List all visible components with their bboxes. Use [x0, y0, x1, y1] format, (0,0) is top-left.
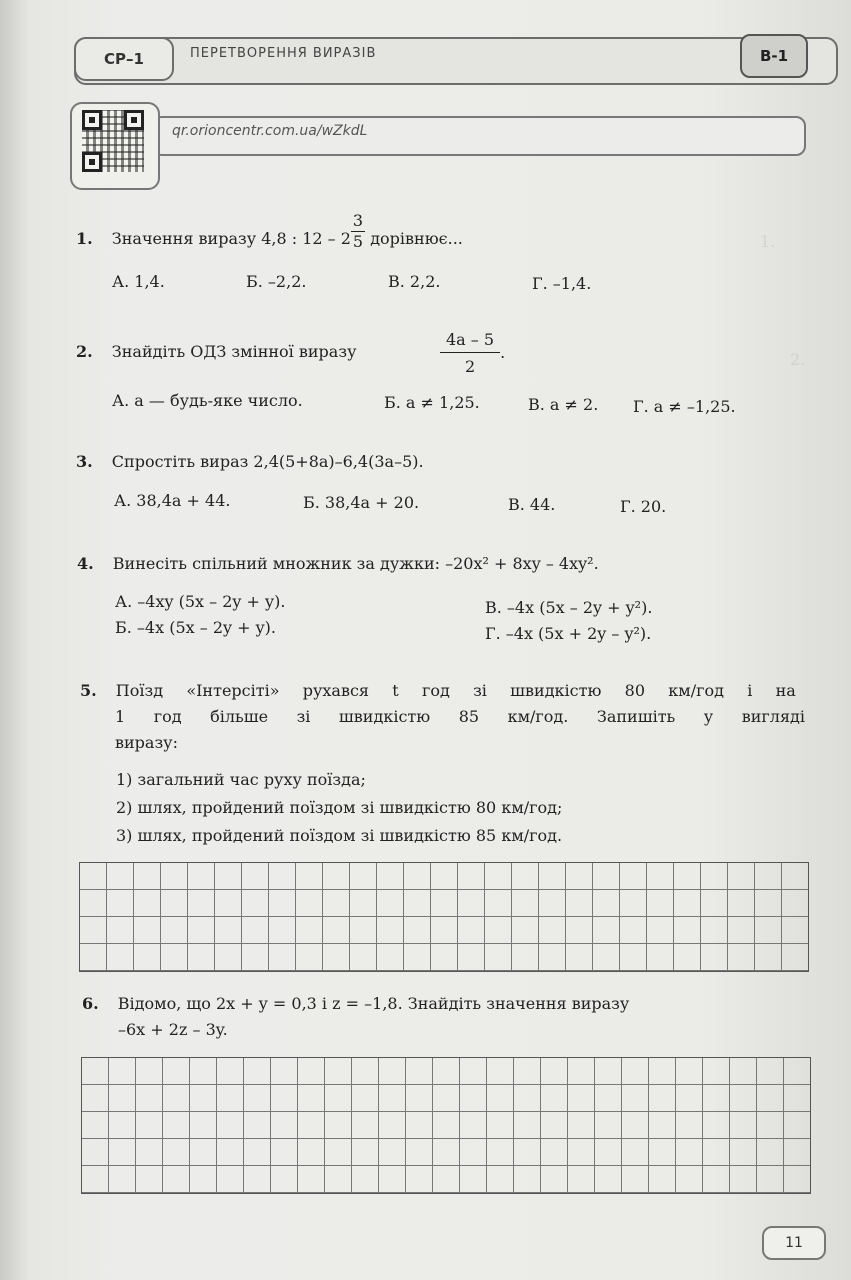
task-number: 4. — [77, 554, 94, 573]
qr-url[interactable]: qr.orioncentr.com.ua/wZkdL — [172, 123, 368, 139]
task-3-question — [76, 454, 424, 470]
task-text-end: дорівнює... — [365, 229, 463, 248]
answer-grid-task-5[interactable] — [79, 862, 809, 972]
task-3-option-d[interactable]: Г. 20. — [620, 497, 667, 516]
task-3-option-c[interactable]: В. 44. — [508, 495, 556, 514]
task-1-question — [76, 211, 463, 251]
task-3-option-b[interactable]: Б. 38,4a + 20. — [303, 493, 420, 512]
task-number: 2. — [76, 342, 93, 361]
task-5-item-1: 1) загальний час руху поїзда; — [116, 770, 366, 789]
task-text: Спростіть вираз 2,4(5+8a)–6,4(3a–5). — [111, 452, 424, 471]
task-5-item-2: 2) шлях, пройдений поїздом зі швидкістю 80 км/год; — [116, 798, 563, 817]
task-text: Відомо, що 2x + y = 0,3 і z = –1,8. Знайдіть значення виразу — [117, 994, 630, 1013]
task-4-option-d[interactable]: Г. –4x (5x + 2y – y²). — [485, 624, 652, 643]
variant-badge: В-1 — [740, 34, 808, 78]
task-number: 3. — [76, 452, 93, 471]
task-5-line-1 — [80, 683, 796, 699]
qr-code-icon — [82, 110, 144, 172]
task-text: Знайдіть ОДЗ змінної виразу — [111, 342, 357, 361]
page-number: 11 — [762, 1226, 826, 1260]
header-band — [74, 37, 838, 85]
task-2-option-d[interactable]: Г. a ≠ –1,25. — [633, 397, 736, 416]
task-2-option-b[interactable]: Б. a ≠ 1,25. — [384, 393, 480, 412]
task-2-option-a[interactable]: А. a — будь-яке число. — [112, 391, 303, 410]
task-1-option-b[interactable]: Б. –2,2. — [246, 272, 307, 291]
task-4-question — [77, 556, 599, 572]
task-4-option-b[interactable]: Б. –4x (5x – 2y + y). — [115, 618, 276, 637]
task-5-line-3: виразу: — [115, 733, 178, 752]
task-1-option-c[interactable]: В. 2,2. — [388, 272, 441, 291]
task-6-line-1 — [82, 996, 629, 1012]
task-3-option-a[interactable]: А. 38,4a + 44. — [114, 491, 231, 510]
bleed-through-text: 1. — [760, 232, 776, 251]
task-5-item-3: 3) шлях, пройдений поїздом зі швидкістю 85 км/год. — [116, 826, 563, 845]
task-2-question — [76, 344, 356, 360]
section-title: ПЕРЕТВОРЕННЯ ВИРАЗІВ — [190, 46, 377, 61]
task-number: 5. — [80, 681, 97, 700]
task-1-option-d[interactable]: Г. –1,4. — [532, 274, 592, 293]
task-4-option-a[interactable]: А. –4xy (5x – 2y + y). — [115, 592, 286, 611]
task-number: 1. — [76, 229, 93, 248]
task-number: 6. — [82, 994, 99, 1013]
task-5-line-2: 1 год більше зі швидкістю 85 км/год. Запишіть у вигляді — [115, 707, 805, 726]
mixed-fraction: $\frac{3}{5}$ — [352, 211, 364, 251]
task-6-line-2: –6x + 2z – 3y. — [118, 1020, 228, 1039]
answer-grid-task-6[interactable] — [81, 1057, 811, 1194]
task-2-option-c[interactable]: В. a ≠ 2. — [528, 395, 599, 414]
task-4-option-c[interactable]: В. –4x (5x – 2y + y²). — [485, 598, 653, 617]
task-2-fraction: $\frac{4a - 5}{2}$ . — [440, 332, 505, 375]
task-1-option-a[interactable]: А. 1,4. — [112, 272, 165, 291]
task-text: Поїзд «Інтерсіті» рухався t год зі швидкістю 80 км/год і на — [115, 681, 796, 700]
task-text: Значення виразу 4,8 : 12 – 2 — [111, 229, 351, 248]
task-text: Винесіть спільний множник за дужки: –20x² + 8xy – 4xy². — [112, 554, 599, 573]
section-code-tab: СР–1 — [74, 37, 174, 81]
bleed-through-text: 2. — [790, 350, 806, 369]
fraction: $\frac{4a - 5}{2}$ — [440, 332, 500, 375]
